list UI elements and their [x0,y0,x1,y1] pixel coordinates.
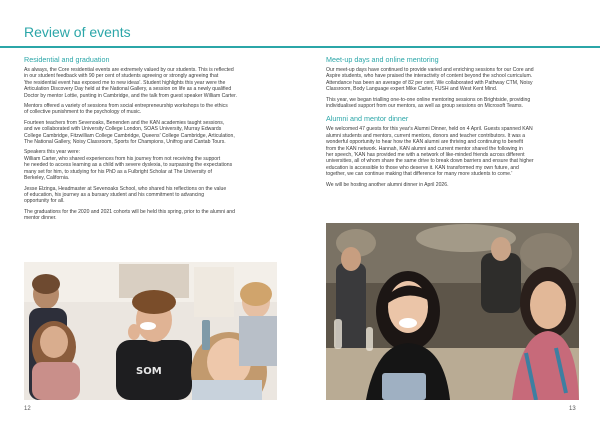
title-divider [0,46,600,48]
right-paragraph: Our meet-up days have continued to provide varied and enriching sessions for our Core and Aspire students, who have praised the interactivity of content beyond the school curriculum. Attendance has been an average of 82 per cent. We collaborated with Pathway CTM, Noisy Classroom, Body Language expert Mike Carter, FUSH and West Kent Mind. [326,67,534,93]
meetup-heading: Meet-up days and online mentoring [326,55,439,64]
residential-heading: Residential and graduation [24,55,110,64]
right-paragraph: We welcomed 47 guests for this year's Alumni Dinner, held on 4 April. Guests spanned KAN alumni students and mentors, current mentors, donors and teacher contributors. It was a wonderful opportunity to hear how the KAN alumni are thriving and continuing to benefit from the KAN network. Hannah, KAN alumni and current mentor shared the following in her speech, 'KAN has provided me with a network of like-minded friends across different universities, all of whom share the same drive to break down barriers and ensure that higher education is accessible to those who deserve it. KAN transformed my own future, and together, we can continue making that difference for many more students to come.' [326,126,534,178]
alumni-dinner-illustration [326,223,579,400]
svg-text:SOM: SOM [136,366,162,377]
page-title: Review of events [24,24,131,40]
left-paragraph: Jesse Elzinga, Headmaster at Sevenoaks School, who shared his reflections on the value of education, his journey as a bursary student and his commitment to advancing opportunity for all. [24,185,227,205]
page-number-left: 12 [24,406,31,412]
page-number-right: 13 [569,406,576,412]
right-column [326,56,579,192]
right-paragraph: We will be hosting another alumni dinner in April 2026. [326,181,449,188]
left-paragraph: Fourteen teachers from Sevenoaks, Benenden and the KAN academies taught sessions, and we collaborated with University College London, SOAS University, Murray Edwards College Cambridge, Fitzwilliam College Cambridge, Queens' College Cambridge, Articulation, The National Gallery, Noisy Classroom, Sports for Champions, Unifrog and Cantab Tours. [24,119,235,146]
left-paragraph: The graduations for the 2020 and 2021 cohorts will be held this spring, prior to the alumni and mentor dinner. [24,208,235,222]
left-paragraph: As always, the Core residential events are extremely valued by our students. This is reflected in our student feedback with 90 per cent of students agreeing or strongly agreeing that 'the residential event has exposed me to new ideas'. Student highlights this year were the Articulation Discovery Day held at the National Gallery, a session on life as a newly qualified Doctor by mentor Lottie, punting in Cambridge, and the talk from guest speaker William Carter. [24,67,237,99]
left-paragraph: Speakers this year were: William Carter, who shared experiences from his journey from not receiving the support he needed to access learning as a child with severe dyslexia, to surpassing the expectations many set for him, to studying for his PhD as a Fulbright Scholar at The University of Berkeley, California. [24,149,233,182]
alumni-dinner-heading: Alumni and mentor dinner [326,114,409,124]
left-paragraph: Mentors offered a variety of sessions from social entrepreneurship workshops to the ethics of collective punishment to the psychology of music. [24,103,228,116]
residential-students-illustration [24,262,277,400]
residential-students-photo [24,262,277,400]
left-column [24,56,277,226]
alumni-dinner-photo [326,223,579,400]
right-paragraph: This year, we began trialling one-to-one online mentoring sessions on Brightside, providing individualised support from our mentors, as well as group sessions on Microsoft Teams. [326,96,531,110]
